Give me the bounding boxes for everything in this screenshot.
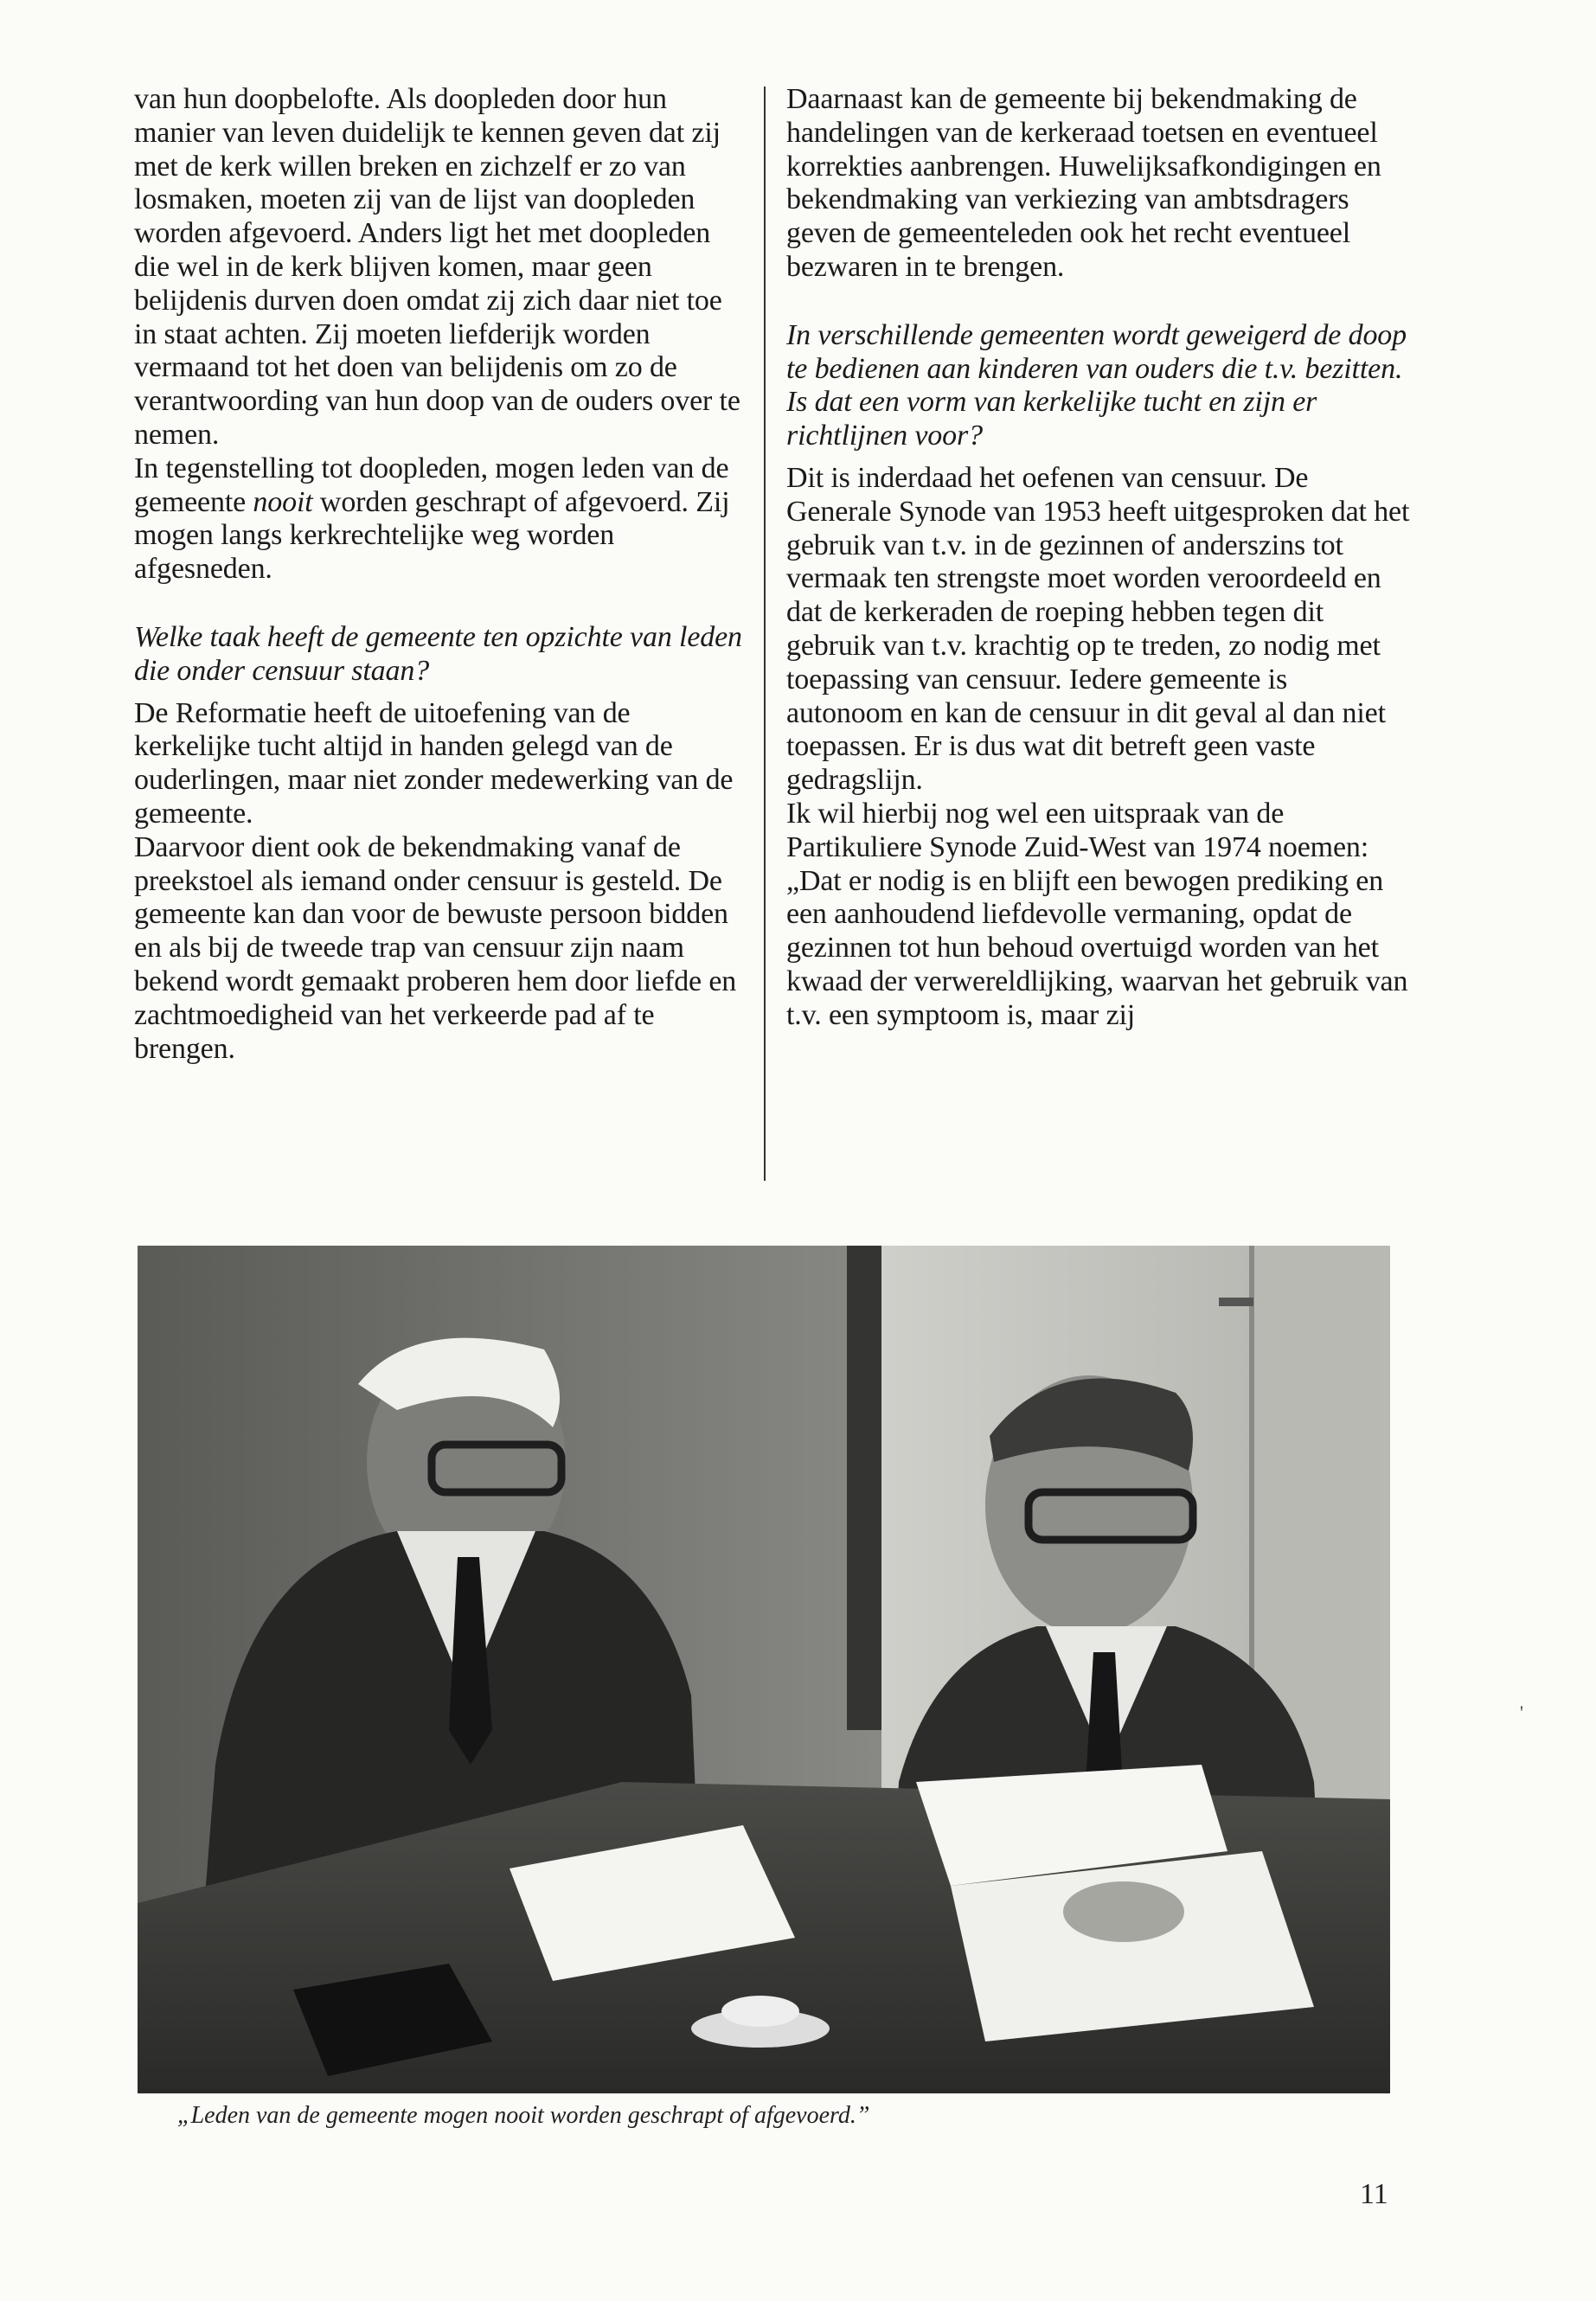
paragraph: van hun doopbelofte. Als doopleden door hun manier van leven duidelijk te kennen geven dat zij met de kerk willen breken en zichzelf er zo van losmaken, moeten zij van de lijst van doopleden worden afgevoerd. Anders ligt het met doopleden die wel in de kerk blijven komen, maar geen belijdenis durven doen omdat zij zich daar niet toe in staat achten. Zij moeten liefderijk worden vermaand tot het doen van belijdenis om zo de verantwoording van hun doop van de ouders over te nemen. [134,83,740,451]
photo-caption: „Leden van de gemeente mogen nooit worden geschrapt of afgevoerd.” [177,2102,870,2129]
photo-two-men-at-table [138,1246,1390,2093]
stray-mark: ' [1520,1702,1523,1723]
question-heading: In verschillende gemeenten wordt geweigerd de doop te bedienen aan kinderen van ouders die t.v. bezitten. Is dat een vorm van kerkelijke tucht en zijn er richtlijnen voor? [786,318,1407,452]
right-column [786,83,1411,1033]
text: worden geschrapt of afgevoerd. Zij mogen langs kerkrechtelijke weg worden afgesneden. [134,485,730,586]
text: In tegenstelling tot doopleden, mogen leden van de gemeente [134,452,729,518]
photo-illustration [138,1246,1390,2093]
paragraph: Daarnaast kan de gemeente bij bekendmaking de handelingen van de kerkeraad toetsen en eventueel korrekties aanbrengen. Huwelijksafkondigingen en bekendmaking van verkiezing van ambtsdragers geven de gemeenteleden ook het recht eventueel bezwaren in te brengen. [786,83,1381,283]
question-heading: Welke taak heeft de gemeente ten opzichte van leden die onder censuur staan? [134,620,742,687]
emphasis-text: nooit [253,485,313,518]
column-divider [764,87,766,1181]
paragraph: Dit is inderdaad het oefenen van censuur. De Generale Synode van 1953 heeft uitgesproken dat het gebruik van t.v. in de gezinnen of anderszins tot vermaak ten strengste moet worden veroordeeld en dat de kerkeraden de roeping hebben tegen dit gebruik van t.v. krachtig op te treden, zo nodig met toepassing van censuur. Iedere gemeente is autonoom en kan de censuur in dit geval al dan niet toepassen. Er is dus wat dit betreft geen vaste gedragslijn. [786,461,1410,797]
page-number: 11 [1360,2178,1388,2210]
left-column [134,83,744,1066]
paragraph [134,452,744,586]
paragraph: Ik wil hierbij nog wel een uitspraak van de Partikuliere Synode Zuid-West van 1974 noemen: „Dat er nodig is en blijft een bewogen prediking en een aanhoudend liefdevolle vermaning, opdat de gezinnen tot hun behoud overtuigd worden van het kwaad der verwereldlijking, waarvan het gebruik van t.v. een symptoom is, maar zij [786,797,1408,1031]
paragraph: De Reformatie heeft de uitoefening van de kerkelijke tucht altijd in handen gelegd van de ouderlingen, maar niet zonder medewerking van de gemeente. [134,696,734,830]
paragraph: Daarvoor dient ook de bekendmaking vanaf de preekstoel als iemand onder censuur is gesteld. De gemeente kan dan voor de bewuste persoon bidden en als bij de tweede trap van censuur zijn naam bekend wordt gemaakt proberen hem door liefde en zachtmoedigheid van het verkeerde pad af te brengen. [134,830,737,1065]
